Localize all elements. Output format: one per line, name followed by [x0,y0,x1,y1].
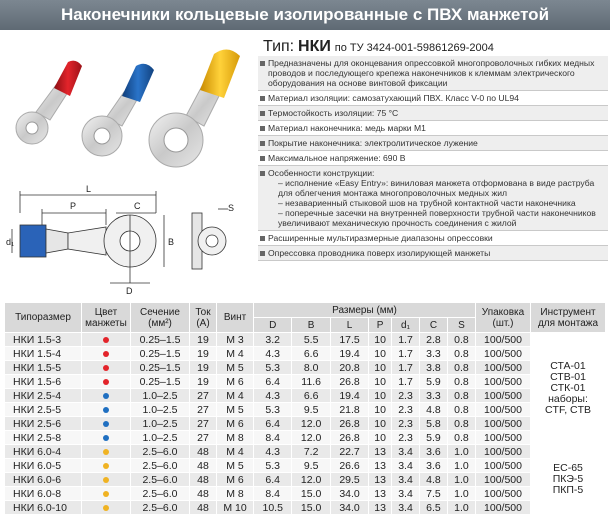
cell-dim: 26.8 [330,431,368,445]
cell-screw: М 6 [217,473,254,487]
feature-item [258,231,608,246]
cell-color [82,375,131,389]
cell-dim: 3.2 [254,333,292,347]
cell-size: НКИ 2.5-6 [5,417,82,431]
tool-line: ЕС-65 [553,462,583,474]
cell-dim: 10 [369,389,392,403]
cell-dim: 6.4 [254,473,292,487]
cell-dim: 6.6 [292,347,330,361]
color-dot [103,393,109,399]
cell-screw: М 6 [217,417,254,431]
color-dot [103,477,109,483]
cell-dim: 5.9 [419,431,447,445]
cell-dim: 10 [369,403,392,417]
product-photo [6,40,251,170]
cell-pack: 100/500 [476,487,531,501]
col-header-dim: d₁ [392,318,420,333]
spec-table [4,302,606,515]
cell-dim: 13 [369,473,392,487]
col-header-dim: B [292,318,330,333]
cell-dim: 4.3 [254,445,292,459]
cell-dim: 0.8 [447,375,475,389]
table-row [5,487,606,501]
color-dot [103,337,109,343]
col-header-color: Цвет манжеты [82,303,131,333]
cell-dim: 3.8 [419,361,447,375]
cell-dim: 8.4 [254,487,292,501]
cell-dim: 2.3 [392,389,420,403]
cell-size: НКИ 2.5-8 [5,431,82,445]
table-row [5,473,606,487]
table-row [5,417,606,431]
cell-size: НКИ 1.5-5 [5,361,82,375]
cell-section: 1.0–2.5 [131,389,190,403]
cell-pack: 100/500 [476,361,531,375]
col-header-dim: C [419,318,447,333]
cell-dim: 1.0 [447,473,475,487]
cell-dim: 2.3 [392,417,420,431]
feature-item [258,91,608,106]
cell-dim: 9.5 [292,403,330,417]
dim-label-d1: d₁ [6,237,15,247]
cell-current: 48 [190,487,217,501]
cell-section: 2.5–6.0 [131,487,190,501]
cell-dim: 10.5 [254,501,292,515]
cell-screw: М 6 [217,375,254,389]
cell-dim: 15.0 [292,501,330,515]
cell-dim: 10 [369,431,392,445]
cell-tool-group [531,333,606,445]
type-line [263,38,494,56]
cell-pack: 100/500 [476,501,531,515]
cell-dim: 3.6 [419,445,447,459]
cell-section: 2.5–6.0 [131,445,190,459]
cell-dim: 6.4 [254,417,292,431]
feature-text: Расширенные мультиразмерные диапазоны опрессовки [268,233,493,243]
cell-pack: 100/500 [476,459,531,473]
cell-dim: 5.8 [419,417,447,431]
col-header-dim: D [254,318,292,333]
cell-color [82,417,131,431]
cell-dim: 22.7 [330,445,368,459]
cell-section: 1.0–2.5 [131,417,190,431]
dim-label-P: P [70,201,77,211]
cell-dim: 13 [369,459,392,473]
cell-color [82,403,131,417]
cell-dim: 10 [369,361,392,375]
table-row [5,459,606,473]
color-dot [103,491,109,497]
col-header-section: Сечение (мм²) [131,303,190,333]
cell-section: 0.25–1.5 [131,333,190,347]
cell-dim: 3.4 [392,473,420,487]
cell-dim: 13 [369,501,392,515]
cell-pack: 100/500 [476,445,531,459]
cell-dim: 3.3 [419,389,447,403]
cell-current: 27 [190,431,217,445]
cell-pack: 100/500 [476,389,531,403]
tool-line: СТВ-01 [550,371,586,383]
col-header-dim: L [330,318,368,333]
table-row [5,431,606,445]
feature-subitem: – исполнение «Easy Entry»: виниловая манжета отформована в виде раструба для облегчения монтажа многопроволочных медных жил [278,178,595,198]
cell-dim: 2.8 [419,333,447,347]
cell-dim: 26.8 [330,375,368,389]
cell-size: НКИ 2.5-4 [5,389,82,403]
feature-item [258,136,608,151]
col-header-dim: S [447,318,475,333]
cell-pack: 100/500 [476,375,531,389]
cell-dim: 1.7 [392,361,420,375]
color-dot [103,351,109,357]
col-header-pack: Упаковка (шт.) [476,303,531,333]
cell-section: 2.5–6.0 [131,473,190,487]
cell-dim: 1.7 [392,375,420,389]
cell-dim: 10 [369,347,392,361]
feature-item [258,166,608,231]
cell-dim: 3.4 [392,445,420,459]
cell-dim: 0.8 [447,347,475,361]
feature-text: Предназначены для оконцевания опрессовкой многопроволочных гибких медных проводов и последующего крепежа наконечников к клеммам электрического оборудования на основе винтовой фиксации [268,58,595,88]
cell-section: 0.25–1.5 [131,347,190,361]
feature-item [258,246,608,261]
cell-dim: 0.8 [447,361,475,375]
cell-dim: 0.8 [447,431,475,445]
cell-tool-group [531,445,606,515]
tool-line: ПКЭ-5 [552,473,584,485]
cell-section: 0.25–1.5 [131,375,190,389]
cell-section: 1.0–2.5 [131,431,190,445]
color-dot [103,379,109,385]
cell-dim: 7.5 [419,487,447,501]
feature-text: Опрессовка проводника поверх изолирующей манжеты [268,248,491,258]
color-dot [103,365,109,371]
cell-dim: 1.7 [392,333,420,347]
cell-color [82,361,131,375]
table-row [5,375,606,389]
cell-size: НКИ 1.5-4 [5,347,82,361]
cell-size: НКИ 6.0-5 [5,459,82,473]
feature-text: Покрытие наконечника: электролитическое лужение [268,138,478,148]
cell-color [82,459,131,473]
yellow-terminal [149,49,240,167]
cell-dim: 17.5 [330,333,368,347]
cell-screw: М 5 [217,361,254,375]
feature-subitem: – поперечные засечки на внутренней поверхности трубной части наконечников увеличивают механическую прочность соединения с жилой [278,208,596,228]
cell-dim: 7.2 [292,445,330,459]
col-header-dims: Размеры (мм) [254,303,476,318]
cell-screw: М 4 [217,445,254,459]
cell-dim: 2.3 [392,431,420,445]
cell-current: 19 [190,333,217,347]
table-row [5,333,606,347]
cell-dim: 4.8 [419,473,447,487]
cell-dim: 34.0 [330,501,368,515]
cell-dim: 0.8 [447,417,475,431]
dim-label-D: D [126,286,133,296]
cell-dim: 1.7 [392,347,420,361]
feature-text: Термостойкость изоляции: 75 °C [268,108,399,118]
cell-dim: 19.4 [330,389,368,403]
cell-dim: 12.0 [292,417,330,431]
cell-pack: 100/500 [476,417,531,431]
cell-color [82,487,131,501]
color-dot [103,435,109,441]
cell-dim: 3.4 [392,501,420,515]
col-header-screw: Винт [217,303,254,333]
cell-dim: 8.0 [292,361,330,375]
technical-drawing [6,183,251,298]
cell-dim: 11.6 [292,375,330,389]
cell-dim: 6.4 [254,375,292,389]
col-header-tool: Инструмент для монтажа [531,303,606,333]
cell-dim: 0.8 [447,333,475,347]
feature-item [258,151,608,166]
table-row [5,389,606,403]
cell-color [82,473,131,487]
table-row [5,347,606,361]
cell-screw: М 10 [217,501,254,515]
cell-dim: 10 [369,333,392,347]
type-code: НКИ [298,38,331,55]
color-dot [103,421,109,427]
color-dot [103,449,109,455]
cell-size: НКИ 2.5-5 [5,403,82,417]
cell-color [82,431,131,445]
cell-size: НКИ 6.0-6 [5,473,82,487]
col-header-current: Ток (А) [190,303,217,333]
cell-screw: М 3 [217,333,254,347]
cell-current: 19 [190,347,217,361]
cell-dim: 3.4 [392,487,420,501]
cell-dim: 13 [369,487,392,501]
color-dot [103,407,109,413]
cell-dim: 12.0 [292,473,330,487]
cell-pack: 100/500 [476,347,531,361]
cell-dim: 34.0 [330,487,368,501]
cell-dim: 3.4 [392,459,420,473]
cell-current: 27 [190,417,217,431]
cell-dim: 10 [369,375,392,389]
feature-item [258,56,608,91]
cell-color [82,501,131,515]
table-row [5,501,606,515]
cell-dim: 1.0 [447,459,475,473]
cell-dim: 5.5 [292,333,330,347]
table-row [5,403,606,417]
tool-line: СТК-01 [550,382,586,394]
feature-text: Максимальное напряжение: 690 В [268,153,406,163]
cell-dim: 26.8 [330,417,368,431]
tool-line: ПКП-5 [552,484,584,496]
color-dot [103,505,109,511]
feature-text: Материал изоляции: самозатухающий ПВХ. Класс V-0 по UL94 [268,93,519,103]
cell-current: 48 [190,445,217,459]
type-spec: по ТУ 3424-001-59861269-2004 [334,42,494,54]
cell-screw: М 4 [217,389,254,403]
cell-screw: М 5 [217,459,254,473]
cell-size: НКИ 1.5-6 [5,375,82,389]
cell-dim: 15.0 [292,487,330,501]
cell-pack: 100/500 [476,473,531,487]
cell-screw: М 8 [217,487,254,501]
cell-dim: 3.6 [419,459,447,473]
cell-dim: 10 [369,417,392,431]
tool-line: СТА-01 [550,360,586,372]
table-row [5,445,606,459]
cell-dim: 13 [369,445,392,459]
page-header: Наконечники кольцевые изолированные с ПВХ манжетой [0,0,610,30]
dim-label-B: B [168,237,175,247]
cell-dim: 1.0 [447,501,475,515]
feature-text: Особенности конструкции: [268,168,375,178]
features-list [258,56,608,261]
cell-dim: 5.3 [254,459,292,473]
cell-dim: 3.3 [419,347,447,361]
cell-dim: 1.0 [447,487,475,501]
cell-dim: 26.6 [330,459,368,473]
feature-item [258,121,608,136]
red-terminal [16,61,82,144]
dim-label-S: S [228,203,235,213]
cell-current: 27 [190,389,217,403]
cell-dim: 20.8 [330,361,368,375]
cell-dim: 29.5 [330,473,368,487]
cell-dim: 21.8 [330,403,368,417]
cell-size: НКИ 6.0-4 [5,445,82,459]
cell-dim: 5.3 [254,361,292,375]
cell-dim: 8.4 [254,431,292,445]
dim-label-L: L [86,184,92,194]
cell-section: 2.5–6.0 [131,501,190,515]
cell-screw: М 5 [217,403,254,417]
cell-current: 48 [190,473,217,487]
cell-dim: 4.3 [254,347,292,361]
cell-dim: 2.3 [392,403,420,417]
cell-pack: 100/500 [476,431,531,445]
feature-item [258,106,608,121]
cell-current: 48 [190,501,217,515]
cell-current: 19 [190,361,217,375]
col-header-dim: P [369,318,392,333]
feature-text: Материал наконечника: медь марки М1 [268,123,426,133]
cell-pack: 100/500 [476,403,531,417]
tool-line: наборы: [548,393,588,405]
cell-dim: 5.3 [254,403,292,417]
cell-size: НКИ 6.0-8 [5,487,82,501]
blue-terminal [82,64,154,156]
cell-dim: 0.8 [447,389,475,403]
cell-current: 48 [190,459,217,473]
cell-dim: 4.3 [254,389,292,403]
cell-section: 1.0–2.5 [131,403,190,417]
cell-section: 0.25–1.5 [131,361,190,375]
table-row [5,361,606,375]
tool-line: CTF, CTB [544,404,592,416]
cell-color [82,347,131,361]
cell-screw: М 4 [217,347,254,361]
cell-dim: 12.0 [292,431,330,445]
cell-current: 19 [190,375,217,389]
cell-size: НКИ 1.5-3 [5,333,82,347]
cell-dim: 0.8 [447,403,475,417]
dim-label-C: C [134,201,141,211]
cell-dim: 6.5 [419,501,447,515]
cell-size: НКИ 6.0-10 [5,501,82,515]
col-header-size: Типоразмер [5,303,82,333]
color-dot [103,463,109,469]
cell-color [82,389,131,403]
cell-dim: 5.9 [419,375,447,389]
cell-color [82,333,131,347]
feature-subitem: – незавариенный стыковой шов на трубной контактной части наконечника [278,198,576,208]
type-prefix: Тип: [263,38,295,55]
cell-dim: 1.0 [447,445,475,459]
cell-color [82,445,131,459]
cell-dim: 4.8 [419,403,447,417]
cell-dim: 9.5 [292,459,330,473]
cell-screw: М 8 [217,431,254,445]
cell-pack: 100/500 [476,333,531,347]
cell-current: 27 [190,403,217,417]
cell-section: 2.5–6.0 [131,459,190,473]
cell-dim: 6.6 [292,389,330,403]
cell-dim: 19.4 [330,347,368,361]
